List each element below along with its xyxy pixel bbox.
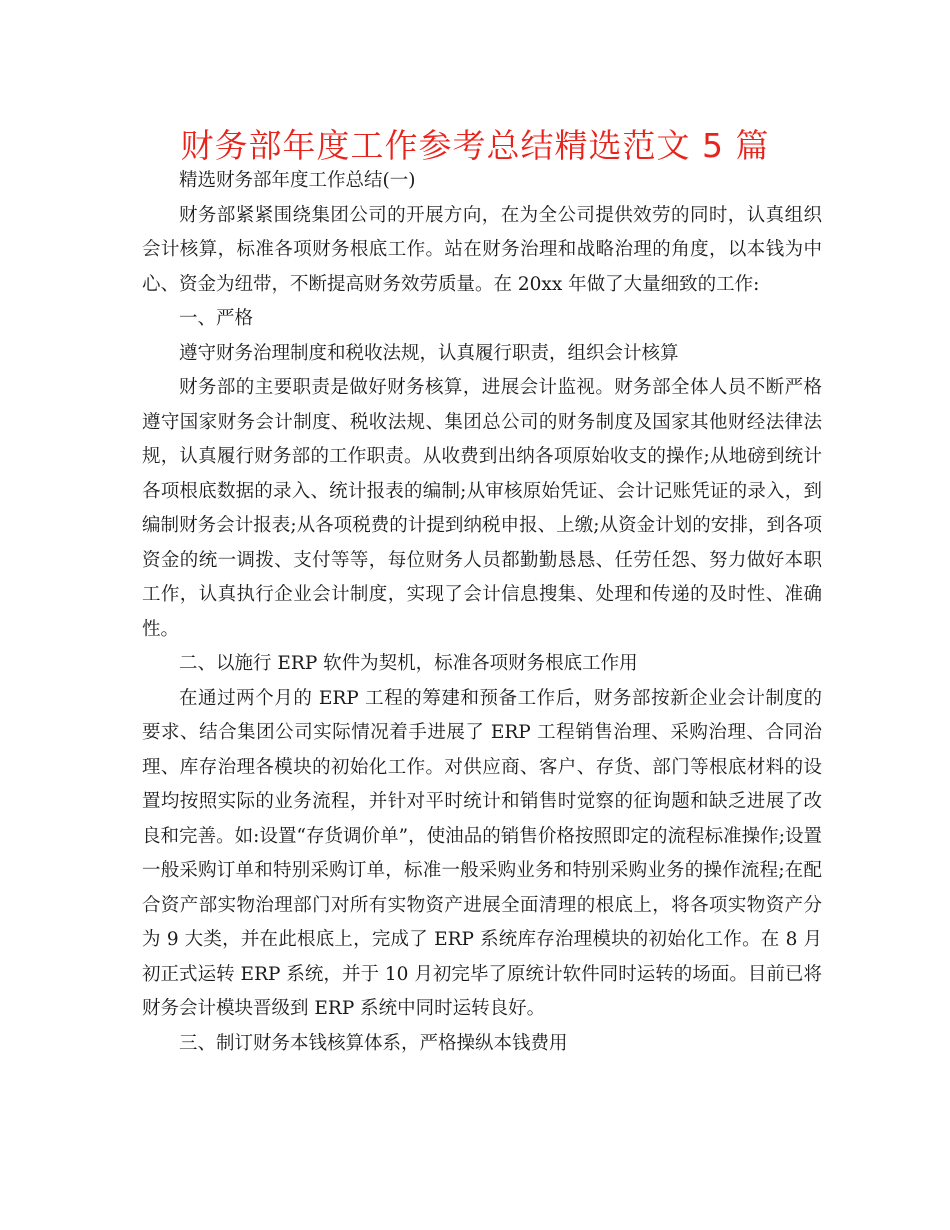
section-subheading-1: 遵守财务治理制度和税收法规，认真履行职责，组织会计核算	[179, 342, 679, 364]
intro-paragraph: 财务部紧紧围绕集团公司的开展方向，在为全公司提供效劳的同时，认真组织会计核算，标准各项财务根底工作。站在财务治理和战略治理的角度，以本钱为中心、资金为纽带，不断提高财务效劳质量。在 20xx 年做了大量细致的工作:	[142, 204, 822, 295]
document-body	[142, 164, 822, 1061]
section-1-paragraph: 财务部的主要职责是做好财务核算，进展会计监视。财务部全体人员不断严格遵守国家财务会计制度、税收法规、集团总公司的财务制度及国家其他财经法律法规，认真履行财务部的工作职责。从收费到出纳各项原始收支的操作;从地磅到统计各项根底数据的录入、统计报表的编制;从审核原始凭证、会计记账凭证的录入，到编制财务会计报表;从各项税费的计提到纳税申报、上缴;从资金计划的安排，到各项资金的统一调拨、支付等等，每位财务人员都勤勤恳恳、任劳任怨、努力做好本职工作，认真执行企业会计制度，实现了会计信息搜集、处理和传递的及时性、准确性。	[142, 377, 822, 640]
section-heading-1: 一、严格	[179, 308, 254, 329]
section-2-paragraph: 在通过两个月的 ERP 工程的筹建和预备工作后，财务部按新企业会计制度的要求、结合集团公司实际情况着手进展了 ERP 工程销售治理、采购治理、合同治理、库存治理各模块的初始化工作。对供应商、客户、存货、部门等根底材料的设置均按照实际的业务流程，并针对平时统计和销售时觉察的征询题和缺乏进展了改良和完善。如:设置“存货调价单”，使油品的销售价格按照即定的流程标准操作;设置一般采购订单和特别采购订单，标准一般采购业务和特别采购业务的操作流程;在配合资产部实物治理部门对所有实物资产进展全面清理的根底上，将各项实物资产分为 9 大类，并在此根底上，完成了 ERP 系统库存治理模块的初始化工作。在 8 月初正式运转 ERP 系统，并于 10 月初完毕了原统计软件同时运转的场面。目前已将财务会计模块晋级到 ERP 系统中同时运转良好。	[142, 687, 822, 1019]
document-title: 财务部年度工作参考总结精选范文 5 篇	[180, 126, 770, 165]
section-heading-2: 二、以施行 ERP 软件为契机，标准各项财务根底工作用	[179, 653, 638, 674]
section-heading-3: 三、制订财务本钱核算体系，严格操纵本钱费用	[179, 1032, 568, 1054]
section-heading-subtitle: 精选财务部年度工作总结(一)	[179, 170, 416, 191]
